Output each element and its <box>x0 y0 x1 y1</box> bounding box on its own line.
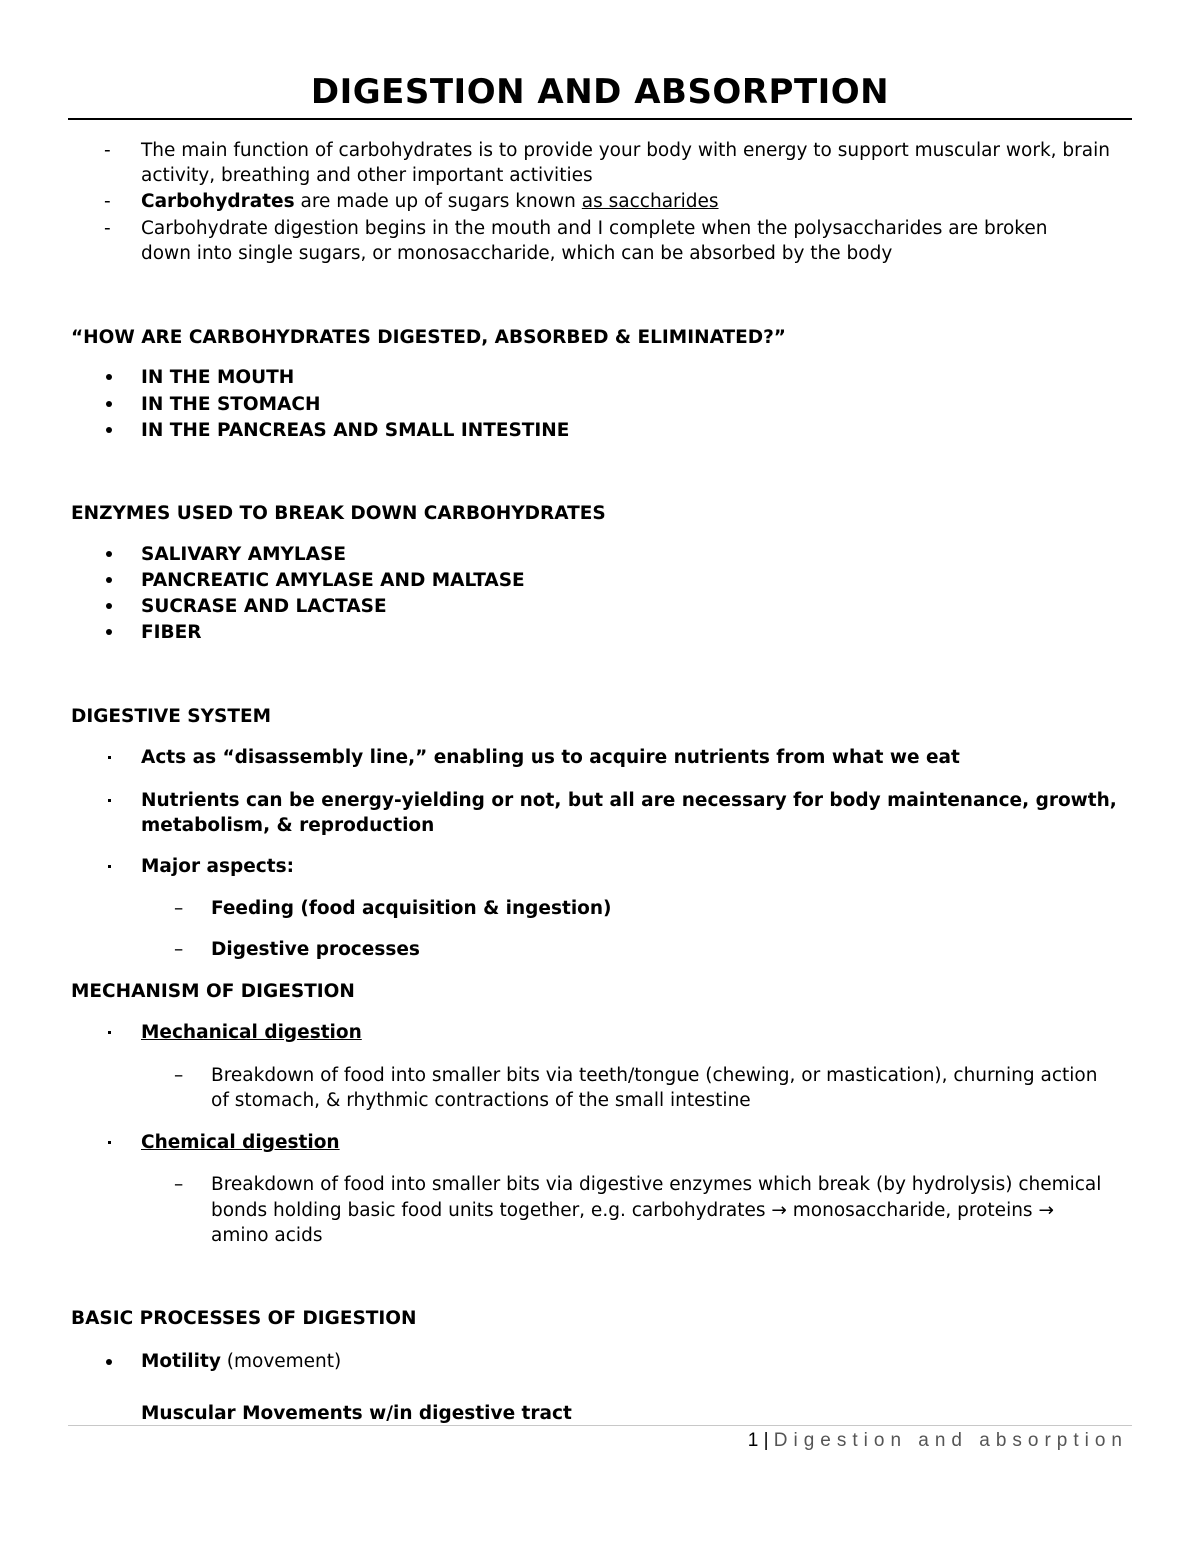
running-title: Digestion and absorption <box>773 1430 1128 1451</box>
bullet-icon <box>108 865 111 868</box>
intro-line: activity, breathing and other important activities <box>141 165 593 186</box>
underlined-term: as saccharides <box>581 191 719 212</box>
title-rule <box>68 118 1132 120</box>
text-run: (movement) <box>220 1351 342 1372</box>
text-run: are made up of sugars known <box>294 191 582 212</box>
bullet-icon <box>106 577 112 583</box>
sub-list-item: Digestive processes <box>211 939 420 960</box>
sub-list-item: Breakdown of food into smaller bits via digestive enzymes which break (by hydrolysis) chemical <box>211 1174 1102 1195</box>
sub-list-item: amino acids <box>211 1225 323 1246</box>
chemical-digestion-label: Chemical digestion <box>141 1132 340 1153</box>
list-item <box>141 1349 341 1375</box>
bullet-icon <box>106 551 112 557</box>
bullet-icon <box>108 756 111 759</box>
list-item: IN THE STOMACH <box>141 394 321 415</box>
dash-marker: – <box>174 898 184 919</box>
bullet-icon <box>106 1359 112 1365</box>
section-heading-basic-processes: BASIC PROCESSES OF DIGESTION <box>71 1308 417 1329</box>
dash-marker: - <box>104 218 111 239</box>
bullet-icon <box>106 603 112 609</box>
list-item: Major aspects: <box>141 856 295 877</box>
section-heading-enzymes: ENZYMES USED TO BREAK DOWN CARBOHYDRATES <box>71 503 606 524</box>
list-item: SALIVARY AMYLASE <box>141 544 346 565</box>
bold-term: Carbohydrates <box>141 191 295 212</box>
sub-list-item: Feeding (food acquisition & ingestion) <box>211 898 612 919</box>
footer-separator: | <box>763 1430 769 1451</box>
sub-heading: Muscular Movements w/in digestive tract <box>141 1403 572 1424</box>
bullet-icon <box>106 427 112 433</box>
bullet-icon <box>106 629 112 635</box>
intro-line: down into single sugars, or monosaccharide, which can be absorbed by the body <box>141 243 893 264</box>
dash-marker: - <box>104 140 111 161</box>
list-item: IN THE PANCREAS AND SMALL INTESTINE <box>141 420 570 441</box>
dash-marker: – <box>174 1174 184 1195</box>
bullet-icon <box>108 1141 111 1144</box>
footer-rule <box>68 1425 1132 1426</box>
bullet-icon <box>108 1031 111 1034</box>
section-heading-digestive-system: DIGESTIVE SYSTEM <box>71 706 271 727</box>
bullet-icon <box>106 374 112 380</box>
page-footer <box>748 1430 1128 1452</box>
list-item: PANCREATIC AMYLASE AND MALTASE <box>141 570 525 591</box>
dash-marker: – <box>174 1065 184 1086</box>
intro-line <box>141 189 719 215</box>
intro-line: Carbohydrate digestion begins in the mouth and I complete when the polysaccharides are broken <box>141 218 1048 239</box>
intro-line: The main function of carbohydrates is to provide your body with energy to support muscular work, brain <box>141 140 1110 161</box>
list-item: FIBER <box>141 622 202 643</box>
sub-list-item: Breakdown of food into smaller bits via teeth/tongue (chewing, or mastication), churning action <box>211 1065 1098 1086</box>
section-heading-mechanism: MECHANISM OF DIGESTION <box>71 981 355 1002</box>
list-item: Nutrients can be energy-yielding or not, but all are necessary for body maintenance, growth, <box>141 790 1117 811</box>
page-number: 1 <box>747 1430 759 1451</box>
section-heading-how: “HOW ARE CARBOHYDRATES DIGESTED, ABSORBED & ELIMINATED?” <box>71 327 786 348</box>
list-item: SUCRASE AND LACTASE <box>141 596 387 617</box>
list-item: metabolism, & reproduction <box>141 815 435 836</box>
sub-list-item: of stomach, & rhythmic contractions of the small intestine <box>211 1090 751 1111</box>
bullet-icon <box>108 799 111 802</box>
list-item: IN THE MOUTH <box>141 367 295 388</box>
mechanical-digestion-label: Mechanical digestion <box>141 1022 362 1043</box>
page-title: DIGESTION AND ABSORPTION <box>310 72 890 112</box>
dash-marker: - <box>104 191 111 212</box>
dash-marker: – <box>174 939 184 960</box>
bullet-icon <box>106 401 112 407</box>
list-item: Acts as “disassembly line,” enabling us to acquire nutrients from what we eat <box>141 747 960 768</box>
sub-list-item: bonds holding basic food units together, e.g. carbohydrates → monosaccharide, proteins → <box>211 1200 1054 1221</box>
bold-term: Motility <box>141 1351 221 1372</box>
